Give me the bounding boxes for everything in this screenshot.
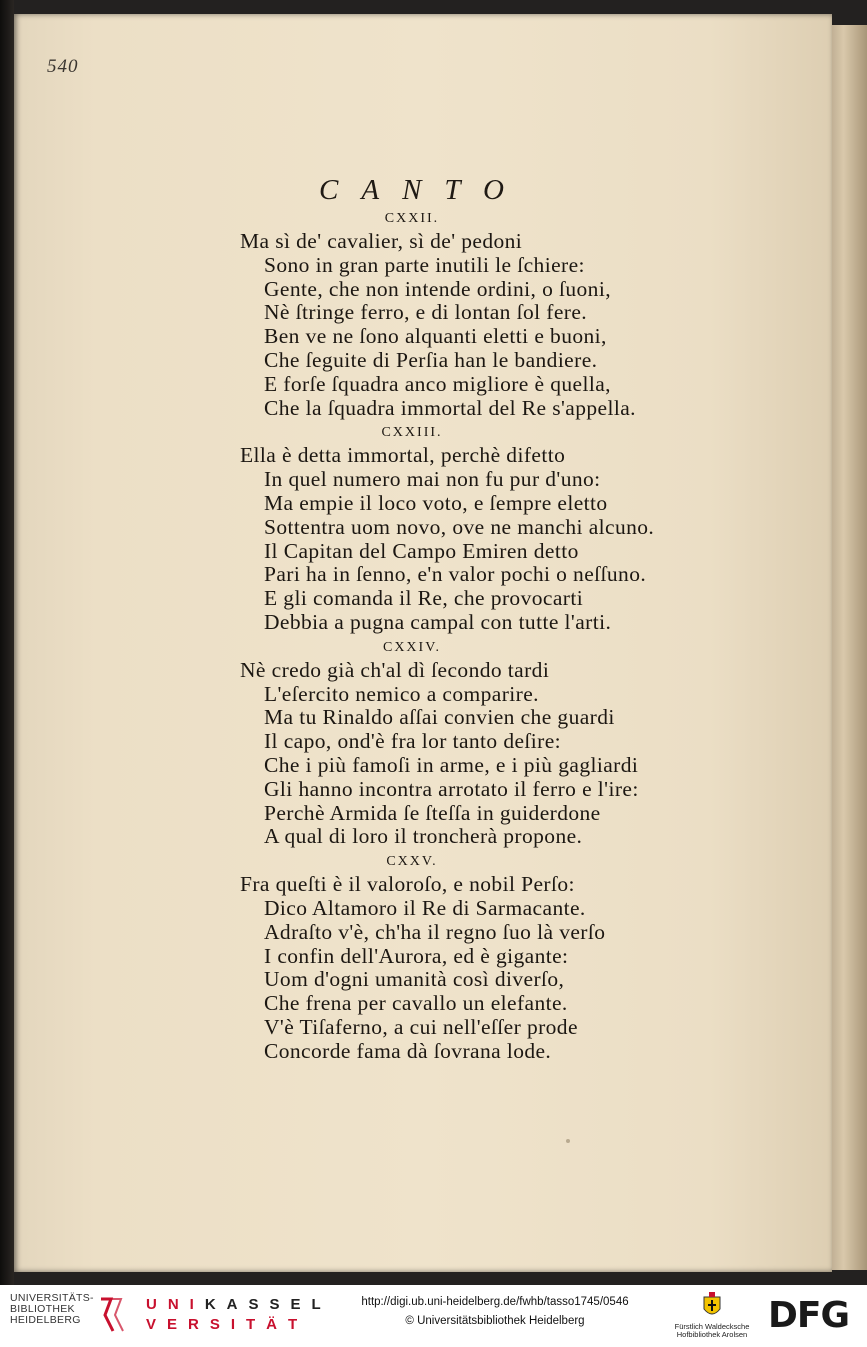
verse-line: L'eſercito nemico a comparire. [264, 681, 539, 706]
footer-bar [0, 1285, 867, 1347]
kassel-university-logo[interactable]: UNIKASSEL VERSITÄT [146, 1296, 332, 1333]
source-url-link[interactable]: http://digi.ub.uni-heidelberg.de/fwhb/tasso1745/0546 [361, 1296, 629, 1308]
verse-line: Uom d'ogni umanità così diverſo, [264, 967, 565, 992]
poem-text [240, 206, 800, 1064]
paper-speck [566, 1139, 570, 1143]
verse-line: Ma sì de' cavalier, sì de' pedoni [240, 229, 523, 253]
dfg-logo[interactable]: DFG [768, 1295, 850, 1336]
verse-line: Gli hanno incontra arrotato il ferro e l'ire: [264, 776, 639, 801]
verse-line: Nè ſtringe ferro, e di lontan ſol fere. [264, 300, 588, 325]
verse-line: Che la ſquadra immortal del Re s'appella. [264, 395, 636, 420]
copyright-notice: © Universitätsbibliothek Heidelberg [405, 1315, 585, 1327]
verse-line: Dico Altamoro il Re di Sarmacante. [264, 895, 586, 920]
verse-line: Ma empie il loco voto, e ſempre eletto [264, 490, 608, 515]
verse-line: Adraſto v'è, ch'ha il regno ſuo là verſo [264, 919, 606, 944]
verse-line: Concorde fama dà ſovrana lode. [264, 1038, 552, 1063]
heidelberg-library-logo[interactable]: UNIVERSITÄTS- BIBLIOTHEK HEIDELBERG [10, 1292, 94, 1326]
heidelberg-logo-icon [97, 1295, 125, 1335]
verse-line: Perchè Armida ſe ſteſſa in guiderdone [264, 800, 601, 825]
facing-page-edge [828, 25, 867, 1270]
canto-heading: CANTO [319, 174, 527, 206]
verse-line: Ma tu Rinaldo aſſai convien che guardi [264, 705, 615, 730]
verse-line: Sottentra uom novo, ove ne manchi alcuno. [264, 514, 655, 539]
book-spine [0, 0, 14, 1285]
verse-line: Il Capitan del Campo Emiren detto [264, 538, 579, 563]
verse-line: Ben ve ne ſono alquanti eletti e buoni, [264, 324, 607, 349]
verse-line: Sono in gran parte inutili le ſchiere: [264, 252, 585, 277]
verse-line: Il capo, ond'è fra lor tanto deſire: [264, 729, 562, 754]
verse-line: V'è Tiſaferno, a cui nell'eſſer prode [264, 1014, 578, 1039]
verse-line: Fra queſti è il valoroſo, e nobil Perſo: [240, 872, 575, 897]
verse-line: Che frena per cavallo un elefante. [264, 991, 568, 1016]
verse-line: Debbia a pugna campal con tutte l'arti. [264, 609, 612, 634]
verse-line: A qual di loro il troncherà propone. [264, 824, 583, 849]
verse-line: Che i più famoſi in arme, e i più gagliardi [264, 752, 639, 777]
stanza-number: CXXV. [386, 854, 438, 870]
verse-line: In quel numero mai non fu pur d'uno: [264, 467, 601, 492]
verse-line: Ella è detta immortal, perchè difetto [240, 443, 566, 468]
waldeck-crest-icon [700, 1291, 724, 1321]
verse-line: Nè credo già ch'al dì ſecondo tardi [240, 657, 550, 682]
stanza-number: CXXIII. [381, 425, 443, 441]
verse-line: E gli comanda il Re, che provocarti [264, 586, 584, 611]
verse-line: Gente, che non intende ordini, o ſuoni, [264, 276, 611, 301]
page-number: 540 [47, 56, 79, 77]
stanza-number: CXXII. [384, 211, 440, 226]
verse-line: Pari ha in ſenno, e'n valor pochi o neſſuno. [264, 562, 647, 587]
verse-line: E forſe ſquadra anco migliore è quella, [264, 371, 611, 396]
arolsen-library-logo[interactable]: Fürstlich Waldecksche Hofbibliothek Arolsen [674, 1322, 750, 1339]
verse-line: Che ſeguite di Perſia han le bandiere. [264, 347, 598, 372]
book-page [14, 14, 832, 1272]
verse-line: I confin dell'Aurora, ed è gigante: [264, 943, 569, 968]
stanza-number: CXXIV. [382, 639, 442, 655]
